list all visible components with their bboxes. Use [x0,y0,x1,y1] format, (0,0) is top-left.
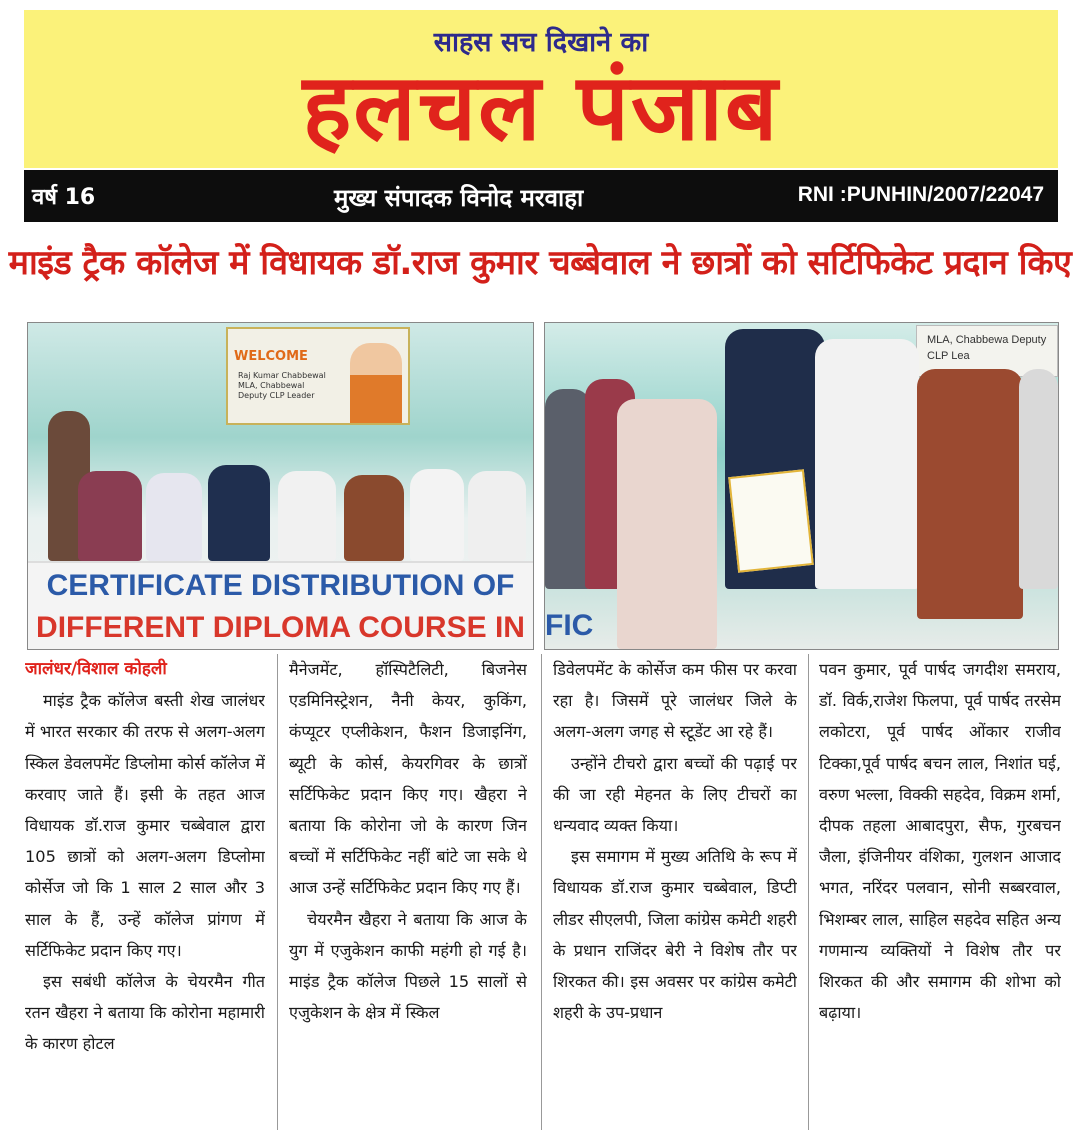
welcome-text: WELCOME [234,349,308,364]
guest-figure [815,339,919,589]
dateline: जालंधर/विशाल कोहली [25,659,167,679]
masthead [24,10,1058,168]
column-rule [541,654,542,1130]
paragraph: माइंड ट्रैक कॉलेज बस्ती शेख जालंधर में भारत सरकार की तरफ से अलग-अलग स्किल डेवलपमेंट डिप्लोमा कोर्स कॉलेज में करवाए जाते हैं। इसी के तहत आज विधायक डॉ.राज कुमार चब्बेवाल द्वारा 105 छात्रों को अलग-अलग डिप्लोमा कोर्सेज जो कि 1 साल 2 साल और 3 साल के हैं, उन्हें कॉलेज प्रांगण में सर्टिफिकेट प्रदान किए गए। [25,691,265,960]
guest-figure [468,471,526,561]
event-photo-right [544,322,1059,650]
paragraph: उन्होंने टीचरो द्वारा बच्चों की पढ़ाई पर की जा रही मेहनत के लिए टीचरों का धन्यवाद व्यक्त किया। [553,753,797,836]
issue-year: वर्ष 16 [32,185,96,210]
guest-figure [410,469,464,561]
student-figure [617,399,717,649]
banner-line-1: CERTIFICATE DISTRIBUTION OF [46,569,515,602]
guest-figure [917,369,1023,619]
welcome-subtext: Raj Kumar Chabbewal MLA, Chabbewal Deputy CLP Leader [238,371,326,400]
article-body [25,654,1061,1130]
article-column-4 [819,654,1061,1130]
guest-figure [344,475,404,561]
seated-guests [48,401,528,561]
guest-figure [1019,369,1058,589]
masthead-title: हलचल पंजाब [302,54,780,161]
guest-figure [78,471,142,561]
paragraph: पवन कुमार, पूर्व पार्षद जगदीश समराय, डॉ. विर्क,राजेश फिलपा, पूर्व पार्षद तरसेम लकोटरा, पूर्व पार्षद ओंकार राजीव टिक्का,पूर्व पार्षद बचन लाल, निशांत घई, वरुण भल्ला, विक्की सहदेव, विक्रम शर्मा, दीपक तहला आबादपुरा, सैफ, गुरबचन जैला, इंजिनीयर वंशिका, गुलशन आजाद भगत, नरिंदर पलवान, सोनी सब्बरवाल, भिशम्बर लाल, साहिल सहदेव सहित अन्य गणमान्य व्यक्तियों ने विशेष तौर पर शिरकत की और समागम की शोभा को बढ़ाया। [819,660,1061,1023]
article-column-2 [289,654,527,1130]
paragraph: चेयरमैन खैहरा ने बताया कि आज के युग में एजुकेशन काफी महंगी हो गई है। माइंड ट्रैक कॉलेज पिछले 15 सालों से एजुकेशन के क्षेत्र में स्किल [289,909,527,1023]
rni-number: RNI :PUNHIN/2007/22047 [797,183,1044,206]
banner-fragment: FIC [545,609,594,642]
certificate-emblem [737,478,797,484]
paragraph: इस समागम में मुख्य अतिथि के रूप में विधायक डॉ.राज कुमार चब्बेवाल, डिप्टी लीडर सीएलपी, जिला कांग्रेस कमेटी शहरी के प्रधान राजिंदर बेरी ने विशेष तौर पर शिरकत की। इस अवसर पर कांग्रेस कमेटी शहरी के उप-प्रधान [553,847,797,1023]
article-column-3 [553,654,797,1130]
event-photo-left [27,322,534,650]
guest-figure [278,471,336,561]
info-bar [24,170,1058,222]
stage-board-text: MLA, Chabbewa Deputy CLP Lea [927,334,1047,362]
certificate [728,469,814,572]
guest-figure [146,473,202,561]
news-headline: माइंड ट्रैक कॉलेज में विधायक डॉ.राज कुमार चब्बेवाल ने छात्रों को सर्टिफिकेट प्रदान किए [8,243,1072,283]
guest-figure [208,465,270,561]
banner-line-2: DIFFERENT DIPLOMA COURSE IN [36,611,525,644]
column-rule [808,654,809,1130]
paragraph: मैनेजमेंट, हॉस्पिटैलिटी, बिजनेस एडमिनिस्ट्रेशन, नैनी केयर, कुकिंग, कंप्यूटर एप्लीकेशन, फैशन डिजाइनिंग, ब्यूटी के कोर्स, केयरगिवर के छात्रों सर्टिफिकेट प्रदान किए गए। खैहरा ने बताया कि कोरोना जो के कारण जिन बच्चों में सर्टिफिकेट नहीं बांटे जा सके थे आज उन्हें सर्टिफिकेट प्रदान किए गए हैं। [289,660,527,898]
article-column-1 [25,654,265,1130]
paragraph: डिवेलपमेंट के कोर्सेज कम फीस पर करवा रहा है। जिसमें पूरे जालंधर जिले के अलग-अलग जगह से स्टूडेंट आ रहे हैं। [553,660,797,742]
chief-editor: मुख्य संपादक विनोद मरवाहा [334,184,584,212]
column-rule [277,654,278,1130]
event-banner [28,561,533,650]
paragraph: इस सबंधी कॉलेज के चेयरमैन गीत रतन खैहरा ने बताया कि कोरोना महामारी के कारण होटल [25,972,265,1054]
masthead-tagline: साहस सच दिखाने का [433,27,649,58]
